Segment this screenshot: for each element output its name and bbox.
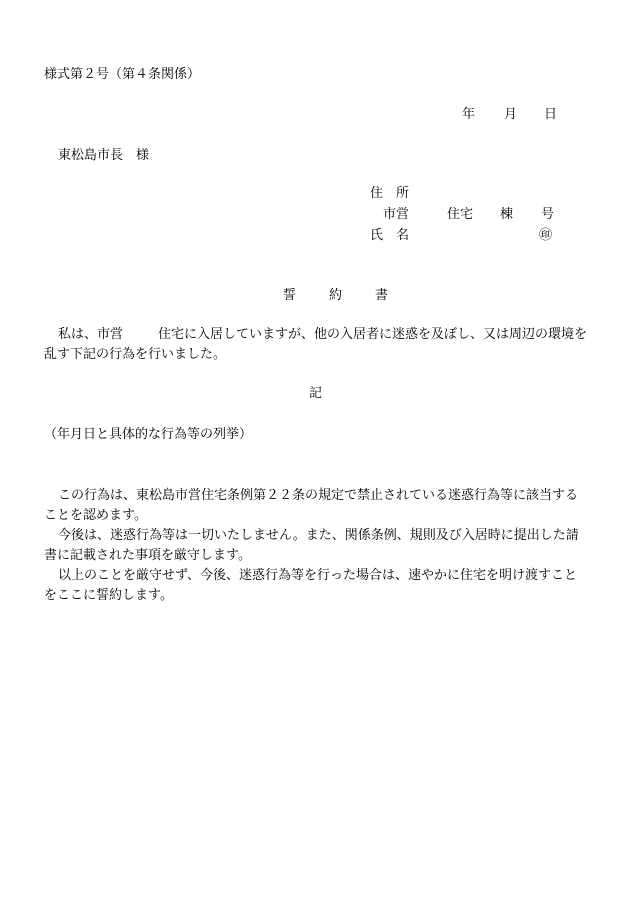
date-year: 年 <box>462 107 476 122</box>
form-number: 様式第２号（第４条関係） <box>44 67 201 82</box>
building-label: 棟 <box>500 207 514 222</box>
seal-mark: ㊞ <box>539 228 553 243</box>
intro-part1: 私は、市営 <box>58 327 124 342</box>
ki-heading: 記 <box>309 386 323 401</box>
intro-part2: 住宅に入居していますが、他の入居者に迷惑を及ぼし、又は周辺の環境を乱す下記の行為を行いました。 <box>44 327 588 362</box>
date-day: 日 <box>544 107 558 122</box>
housing-middle: 住宅 <box>447 207 474 222</box>
address-label: 住 所 <box>370 186 410 201</box>
date-month: 月 <box>504 107 518 122</box>
pledge-paragraph-2: 今後は、迷惑行為等は一切いたしません。また、関係条例、規則及び入居時に提出した請書に記載された事項を厳守します。 <box>44 528 579 563</box>
name-label: 氏 名 <box>370 228 410 243</box>
document-title: 誓 約 書 <box>283 288 399 303</box>
addressee: 東松島市長 様 <box>58 148 150 163</box>
pledge-paragraph-3: 以上のことを厳守せず、今後、迷惑行為等を行った場合は、速やかに住宅を明け渡すことをここに誓約します。 <box>44 568 577 603</box>
intro-paragraph <box>44 325 589 365</box>
details-label: （年月日と具体的な行為等の列挙） <box>44 427 253 442</box>
pledge-paragraph-1: この行為は、東松島市営住宅条例第２２条の規定で禁止されている迷惑行為等に該当することを認めます。 <box>44 488 579 523</box>
pledge-section <box>44 486 589 606</box>
housing-prefix: 市営 <box>383 207 410 222</box>
room-label: 号 <box>541 207 555 222</box>
